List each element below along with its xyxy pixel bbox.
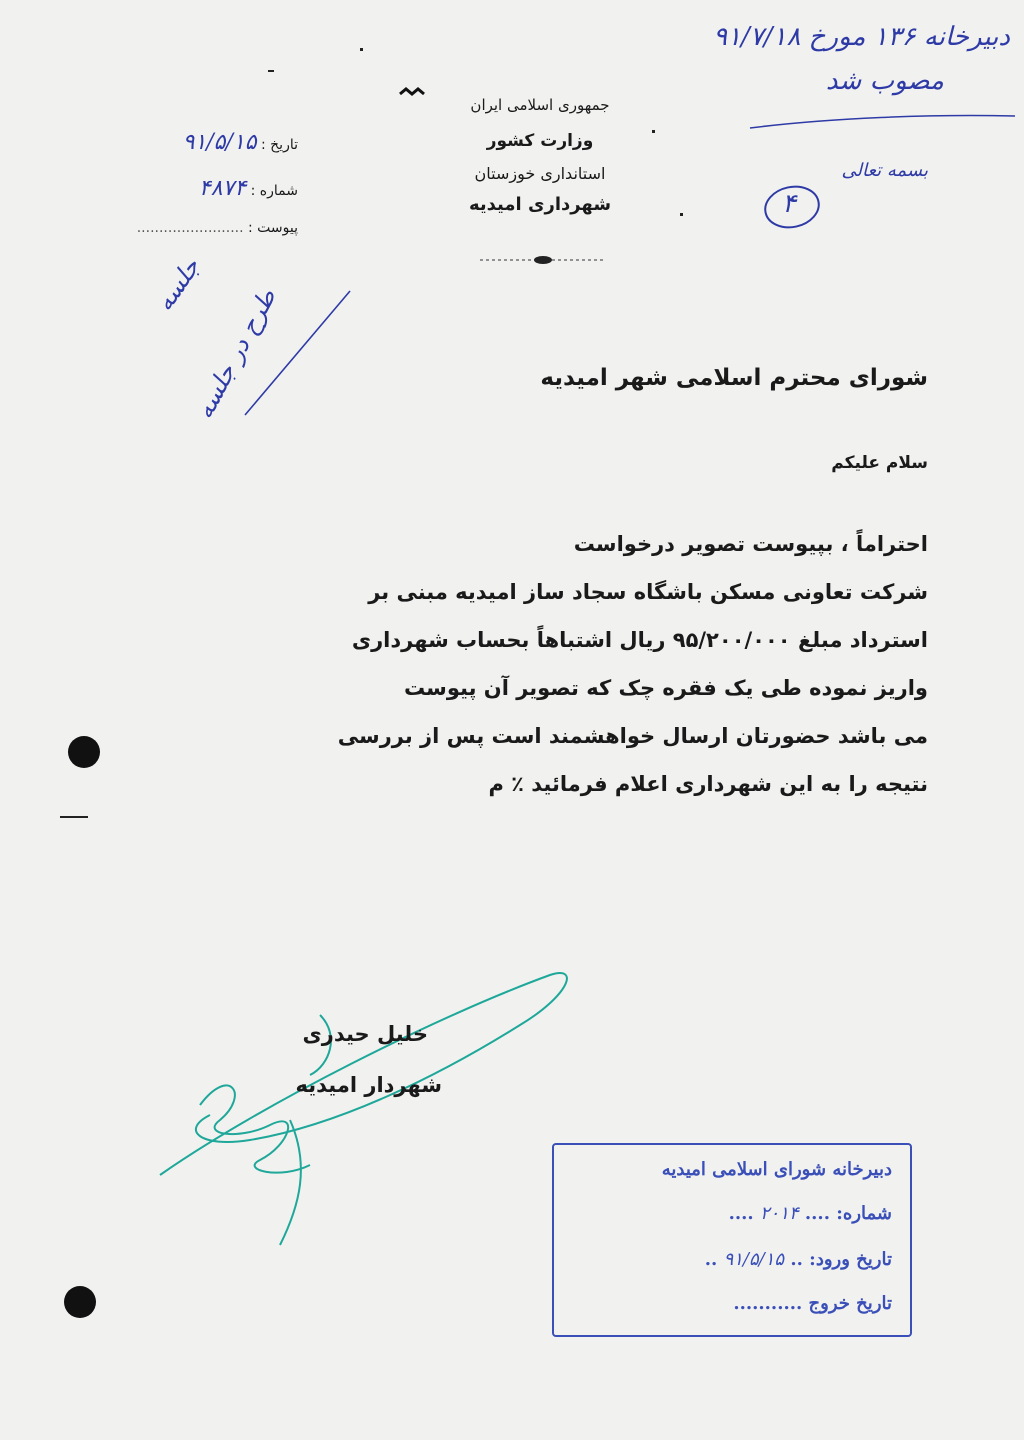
stamp-exit-date-row: تاریخ خروج ...........	[733, 1293, 892, 1314]
circled-number-text: ۴	[782, 189, 796, 219]
margin-slash-line	[240, 285, 360, 420]
body-line: نتیجه را به این شهرداری اعلام فرمائید ٪ م	[488, 772, 928, 796]
punch-hole	[64, 1286, 96, 1318]
body-line: استرداد مبلغ ۹۵/۲۰۰/۰۰۰ ریال اشتباهاً بحساب شهرداری	[351, 628, 928, 652]
body-line: شرکت تعاونی مسکن باشگاه سجاد ساز امیدیه مبنی بر	[368, 580, 928, 604]
letterhead	[420, 98, 660, 214]
republic-title: جمهوری اسلامی ایران	[470, 96, 610, 114]
number-value: ۴۸۷۴	[198, 176, 247, 201]
province-title: استانداری خوزستان	[474, 164, 606, 183]
number-label: شماره :	[250, 183, 298, 199]
stamp-entry-date-value: ۹۱/۵/۱۵	[723, 1249, 785, 1270]
date-value: ۹۱/۵/۱۵	[182, 130, 257, 155]
attachment-label: پیوست :	[248, 220, 298, 236]
body-line: احتراماً ، بپیوست تصویر درخواست	[573, 532, 928, 556]
greeting-text: سلام علیکم	[831, 453, 928, 473]
ministry-title: وزارت کشور	[486, 131, 594, 151]
stamp-exit-date-label: تاریخ خروج	[808, 1293, 892, 1314]
body-line: واریز نموده طی یک فقره چک که تصویر آن پیوست	[403, 676, 928, 700]
signatory-title: شهردار امیدیه	[295, 1073, 442, 1097]
registry-stamp	[552, 1143, 912, 1337]
circled-page-number	[762, 183, 822, 231]
stamp-heading: دبیرخانه شورای اسلامی امیدیه	[661, 1159, 892, 1180]
speck-mark	[268, 70, 274, 72]
signatory-name: خلیل حیدری	[302, 1022, 428, 1046]
emblem-mark	[398, 86, 428, 100]
margin-dash	[60, 816, 88, 818]
handwritten-underline	[740, 100, 1020, 140]
speck-mark	[680, 213, 683, 216]
handwritten-margin-note-1: جلسه	[150, 253, 206, 317]
handwritten-margin-note-2: طرح در جلسه	[190, 284, 282, 424]
stamp-number-label: شماره:	[836, 1203, 892, 1224]
handwritten-signature	[140, 955, 580, 1255]
letter-body	[116, 520, 928, 808]
handwritten-registry-note: دبیرخانه ۱۳۶ مورخ ۹۱/۷/۱۸	[713, 22, 1010, 52]
date-row	[183, 130, 298, 155]
punch-hole	[68, 736, 100, 768]
number-row	[199, 176, 298, 201]
stamp-entry-date-label: تاریخ ورود:	[809, 1249, 892, 1270]
stamp-entry-date-row: تاریخ ورود: .. ۹۱/۵/۱۵ ..	[704, 1249, 892, 1270]
attachment-row	[137, 220, 298, 236]
attachment-blank: ........................	[136, 220, 244, 236]
date-label: تاریخ :	[260, 137, 298, 153]
stamp-number-value: ۲۰۱۴	[759, 1203, 799, 1224]
letterhead-ornament	[480, 255, 606, 265]
stamp-number-row: شماره: .... ۲۰۱۴ ....	[728, 1203, 892, 1224]
speck-mark	[652, 130, 655, 133]
bismillah-text: بسمه تعالی	[841, 160, 928, 181]
body-line: می باشد حضورتان ارسال خواهشمند است پس از بررسی	[337, 724, 928, 748]
recipient-heading: شورای محترم اسلامی شهر امیدیه	[540, 365, 928, 391]
speck-mark	[360, 48, 363, 51]
handwritten-approved-note: مصوب شد	[825, 66, 944, 96]
municipality-title: شهرداری امیدیه	[468, 194, 612, 215]
